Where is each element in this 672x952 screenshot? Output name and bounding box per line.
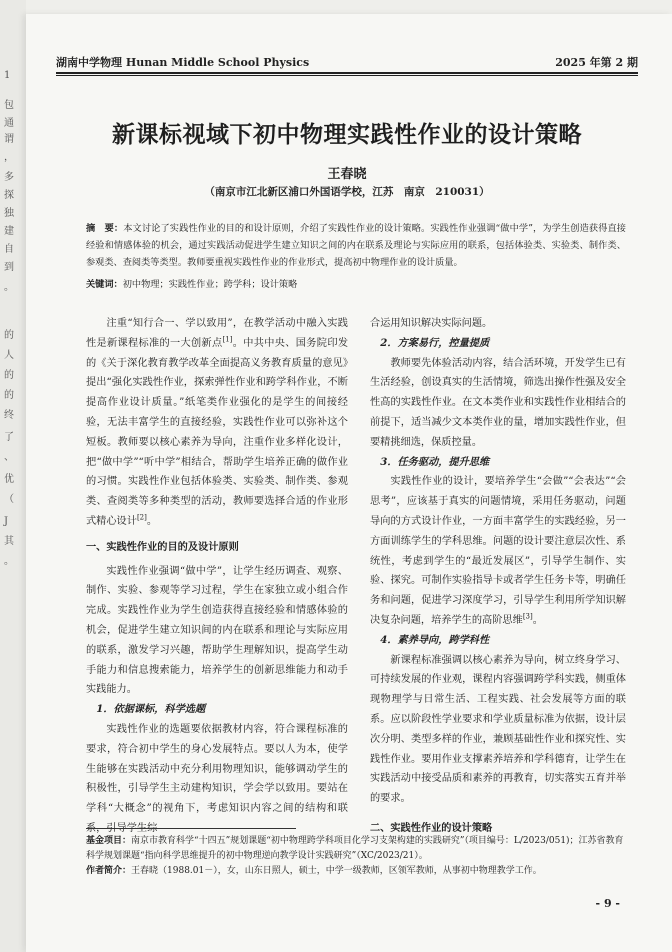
abstract-label: 摘 要： (86, 223, 124, 234)
journal-name: 湖南中学物理 Hunan Middle School Physics (56, 56, 310, 69)
margin-fragment: 包 (4, 100, 14, 111)
page-number: - 9 - (595, 897, 620, 910)
article-author: 王春晓 (327, 167, 367, 182)
author-affiliation: （南京市江北新区浦口外国语学校，江苏 南京 210031） (204, 186, 490, 198)
left-column (86, 314, 348, 839)
margin-fragment: 其 (4, 536, 14, 547)
margin-fragment: 谓 (4, 134, 14, 145)
subsection1-paragraph: 实践性作业的选题要依据教材内容，符合课程标准的要求，符合初中学生的身心发展特点。要以人为本，使学生能够在实践活动中充分利用物理知识，能够调动学生的积极性，引导学生主动建构知识，学会学以致用。要站在学科“大概念”的视角下，考虑知识内容之间的结构和联系，引导学生综 (86, 723, 348, 834)
margin-fragment: 独 (4, 208, 14, 219)
margin-fragment: 。 (4, 556, 14, 567)
footnotes (86, 834, 626, 879)
subheading-2: 2．方案易行，控量提质 (380, 336, 490, 349)
margin-fragment: 建 (4, 226, 14, 237)
margin-fragment: 多 (4, 172, 14, 183)
issue-label: 2025 年第 2 期 (555, 56, 638, 69)
abstract (86, 220, 626, 271)
keywords (86, 276, 626, 290)
header-rule (56, 72, 638, 74)
subsection4-paragraph: 新课程标准强调以核心素养为导向，树立终身学习、可持续发展的作业观，课程内容强调跨学科实践，侧重体现物理学与日常生活、工程实践、社会发展等方面的联系。应以阶段性学业要求和学业质量标准为依据，设计层次分明、类型多样的作业，兼顾基础性作业和探究性、实践性作业。要用作业支撑素养培养和学科德育，让学生在实践活动中接受品质和素养的再教育，切实落实五育并举的要求。 (370, 654, 626, 805)
abstract-text: 本文讨论了实践性作业的目的和设计原则，介绍了实践性作业的设计策略。实践性作业强调“做中学”，为学生创造获得直接经验和情感体验的机会，通过实践活动促进学生建立知识之间的内在联系及理论与实际应用的联系，包括体验类、实验类、制作类、参观类、查阅类等类型。教师要重视实践性作业的作业形式，提高初中物理作业的设计质量。 (86, 223, 626, 268)
citation-2: [2] (136, 513, 147, 522)
section-heading-2: 二、实践性作业的设计策略 (370, 822, 493, 834)
section1-paragraph: 实践性作业强调“做中学”，让学生经历调查、观察、制作、实验、参观等学习过程，学生在家独立或小组合作完成。实践性作业为学生创造获得直接经验和情感体验的机会，促进学生建立知识间的内在联系和理论与实际应用的联系，激发学习兴趣，帮助学生理解知识，提高学生动手能力和信息搜索能力，培养学生的创新思维能力和动手实践能力。 (86, 565, 348, 696)
margin-fragment: 终 (4, 410, 14, 421)
subsection2-paragraph: 教师要先体验活动内容，结合活环境，开发学生已有生活经验，创设真实的生活情境，筛选出操作性强及安全性高的实践性作业。在文本类作业和实践性作业相结合的前提下，适当减少文本类作业的量，增加实践性作业，但要精挑细选，保质控量。 (370, 357, 626, 448)
margin-fragment: 自 (4, 244, 14, 255)
subheading-3: 3．任务驱动，提升思维 (380, 455, 490, 468)
citation-1: [1] (222, 335, 233, 344)
adjacent-page-margin (0, 0, 26, 952)
header-rule-thin (56, 75, 638, 76)
margin-fragment: 的 (4, 330, 14, 341)
margin-fragment: 的 (4, 370, 14, 381)
margin-fragment: 1 (4, 70, 11, 81)
footnote-rule (86, 828, 296, 829)
margin-fragment: 通 (4, 118, 14, 129)
margin-fragment: 优 (4, 474, 14, 485)
subsection3-paragraph: 实践性作业的设计，要培养学生“会做”“会表达”“会思考”，应该基于真实的问题情境，采用任务驱动，问题导向的方式设计作业，一方面丰富学生的实践经验，另一方面训练学生的学科思维。问题的设计要注意层次性、系统性，考虑到学生的“最近发展区”，引导学生制作、实验、探究。可制作实验指导卡或者学生任务卡等，明确任务和问题，促进学习深度学习，引导学生利用所学知识解决复杂问题，培养学生的高阶思维[3]。 (370, 476, 626, 626)
running-header (56, 52, 638, 70)
keywords-text: 初中物理；实践性作业；跨学科；设计策略 (122, 279, 298, 290)
continued-paragraph: 合运用知识解决实际问题。 (370, 318, 493, 329)
margin-fragment: 到 (4, 262, 14, 273)
right-column (370, 314, 626, 843)
margin-fragment: 、 (4, 452, 14, 463)
author-note: 作者简介：王春晓（1988.01－），女，山东日照人，硕士，中学一级教师，区领军教师，从事初中物理教学工作。 (86, 866, 542, 876)
article-title: 新课标视域下初中物理实践性作业的设计策略 (112, 122, 582, 148)
fund-note: 基金项目：南京市教育科学“十四五”规划课题“初中物理跨学科项目化学习支架构建的实践研究”（项目编号：L/2023/051)；江苏省教育科学规划课题“指向科学思维提升的初中物理逆向教学设计实践研究”（XC/2023/21）。 (86, 836, 624, 861)
margin-fragment: 的 (4, 390, 14, 401)
margin-fragment: 探 (4, 190, 14, 201)
margin-fragment: J (4, 516, 9, 527)
subheading-4: 4．素养导向，跨学科性 (380, 633, 490, 646)
intro-paragraph: 注重“知行合一、学以致用”，在教学活动中融入实践性是新课程标准的一大创新点[1]。中共中央、国务院印发的《关于深化教育教学改革全面提高义务教育质量的意见》提出“强化实践性作业，探索弹性作业和跨学科作业，不断提高作业设计质量。”纸笔类作业强化的是学生的间接经验，无法丰富学生的直接经验，实践性作业可以弥补这个短板。教师要以核心素养为导向，注重作业多样化设计，把“做中学”“听中学”相结合，帮助学生培养正确的做作业的习惯。实践性作业包括体验类、实验类、制作类、参观类、查阅类等多种类型的活动，教师要选择合适的作业形式精心设计[2]。 (86, 318, 349, 527)
margin-fragment: （ (4, 494, 14, 505)
margin-fragment: 。 (4, 282, 14, 293)
subheading-1: 1．依据课标，科学选题 (96, 703, 206, 716)
citation-3: [3] (522, 612, 533, 621)
margin-fragment: ， (4, 152, 14, 163)
keywords-label: 关键词： (86, 279, 123, 290)
section-heading-1: 一、实践性作业的目的及设计原则 (86, 541, 239, 553)
margin-fragment: 了 (4, 432, 14, 443)
margin-fragment: 人 (4, 350, 14, 361)
